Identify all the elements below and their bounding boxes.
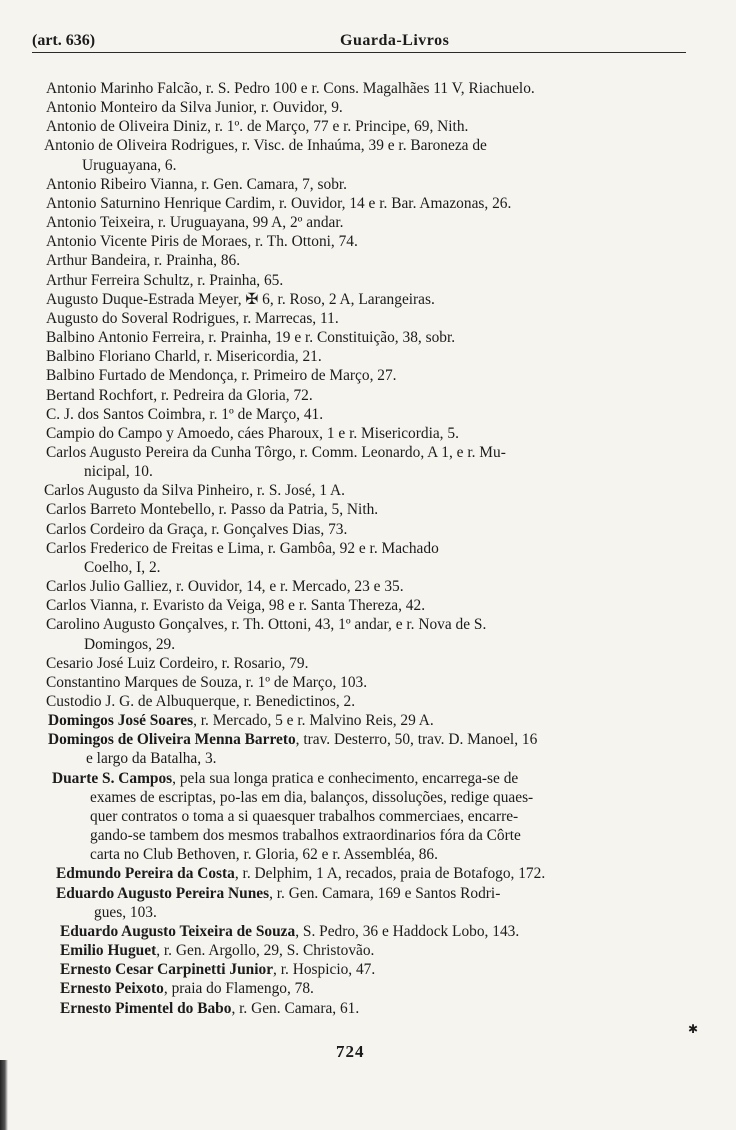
entry-continuation: quer contratos o toma a si quaesquer trabalhos commerciaes, encarre- xyxy=(90,807,519,825)
entry-continuation: carta no Club Bethoven, r. Gloria, 62 e r. Assembléa, 86. xyxy=(90,846,438,864)
entry-address: , r. Gonçalves Dias, 73. xyxy=(203,520,348,538)
directory-entry xyxy=(46,98,686,117)
entry-name: Cesario José Luiz Cordeiro xyxy=(46,654,214,672)
entry-address: , r. Th. Ottoni, 43, 1º andar, e r. Nova de S. xyxy=(223,616,487,634)
entry-address: , r. Uruguayana, 99 A, 2º andar. xyxy=(150,214,344,232)
directory-entries xyxy=(46,79,686,1018)
directory-entry xyxy=(46,405,686,424)
directory-entry xyxy=(46,443,686,481)
entry-name: Bertand Rochfort xyxy=(46,386,154,404)
entry-name: Carlos Frederico de Freitas e Lima xyxy=(46,539,261,557)
entry-address: , r. Ouvidor, 9. xyxy=(253,99,343,117)
entry-address: , r. S. José, 1 A. xyxy=(249,482,345,500)
entry-continuation: gues, 103. xyxy=(94,903,157,921)
directory-entry xyxy=(56,884,686,922)
entry-address: , r. Prainha, 65. xyxy=(189,271,284,289)
entry-name: Domingos José Soares xyxy=(48,712,194,730)
entry-name: Augusto do Soveral Rodrigues xyxy=(46,309,236,327)
entry-name: Eduardo Augusto Teixeira de Souza xyxy=(60,922,296,940)
directory-entry xyxy=(56,864,686,883)
page-number: 724 xyxy=(336,1042,365,1061)
directory-entry xyxy=(46,500,686,519)
entry-continuation: nicipal, 10. xyxy=(84,463,153,481)
entry-continuation: Coelho, I, 2. xyxy=(84,558,161,576)
directory-entry xyxy=(46,539,686,577)
entry-name: Augusto Duque-Estrada Meyer xyxy=(46,290,238,308)
entry-name: Emilio Huguet xyxy=(60,942,157,960)
entry-address: , r. Marrecas, 11. xyxy=(235,309,339,327)
entry-name: Arthur Bandeira xyxy=(46,252,147,270)
directory-entry xyxy=(52,769,686,865)
entry-name: Antonio de Oliveira Diniz xyxy=(46,118,208,136)
entry-name: Campio do Campo y Amoedo xyxy=(46,424,230,442)
directory-entry xyxy=(46,347,686,366)
entry-address: , pela sua longa pratica e conhecimento, encarrega-se de xyxy=(172,769,519,787)
entry-address: , r. Prainha, 86. xyxy=(146,252,241,270)
entry-name: Balbino Antonio Ferreira xyxy=(46,329,201,347)
entry-name: Antonio Marinho Falcão xyxy=(46,80,199,97)
entry-address: , r. Gen. Camara, 169 e Santos Rodri- xyxy=(269,884,501,902)
entry-address: , r. Ouvidor, 14 e r. Bar. Amazonas, 26. xyxy=(271,194,512,212)
directory-entry xyxy=(46,213,686,232)
entry-name: Ernesto Cesar Carpinetti Junior xyxy=(60,961,274,979)
entry-name: Eduardo Augusto Pereira Nunes xyxy=(56,884,270,902)
directory-entry xyxy=(46,271,686,290)
directory-entry xyxy=(46,117,686,136)
entry-address: , r. Passo da Patria, 5, Nith. xyxy=(210,501,379,519)
entry-address: , r. Visc. de Inhaúma, 39 e r. Baroneza de xyxy=(234,137,487,155)
entry-name: Carlos Augusto da Silva Pinheiro xyxy=(44,482,250,500)
entry-name: Custodio J. G. de Albuquerque xyxy=(46,693,236,710)
entry-address: , r. Delphim, 1 A, recados, praia de Botafogo, 172. xyxy=(234,865,546,883)
directory-entry xyxy=(46,175,686,194)
entry-name: Carlos Vianna xyxy=(46,597,134,615)
entry-address: , r. Gen. Argollo, 29, S. Christovão. xyxy=(156,942,375,960)
entry-address: , r. 1º de Março, 41. xyxy=(201,405,324,423)
entry-address: , r. Gambôa, 92 e r. Machado xyxy=(260,539,439,557)
article-reference: (art. 636) xyxy=(32,32,96,49)
running-header xyxy=(32,30,686,53)
entry-name: Ernesto Pimentel do Babo xyxy=(60,999,232,1017)
asterisk-mark: ✱ xyxy=(688,1022,699,1036)
directory-entry xyxy=(48,730,686,768)
directory-entry xyxy=(46,79,686,98)
directory-entry xyxy=(46,251,686,270)
entry-address: , r. Prainha, 19 e r. Constituição, 38, sobr. xyxy=(200,329,456,347)
entry-name: Balbino Furtado de Mendonça xyxy=(46,367,234,385)
entry-address: , r. Pedreira da Gloria, 72. xyxy=(153,386,313,404)
entry-address: , r. 1º de Março, 103. xyxy=(237,673,368,691)
entry-name: Constantino Marques de Souza xyxy=(46,673,238,691)
directory-entry xyxy=(46,692,686,711)
directory-entry xyxy=(46,577,686,596)
directory-entry xyxy=(46,596,686,615)
directory-entry xyxy=(46,654,686,673)
entry-address: , r. Mercado, 5 e r. Malvino Reis, 29 A. xyxy=(193,712,434,730)
entry-name: Carolino Augusto Gonçalves xyxy=(46,616,224,634)
entry-name: Balbino Floriano Charld xyxy=(46,348,197,366)
entry-name: Antonio Teixeira xyxy=(46,214,151,232)
entry-name: Ernesto Peixoto xyxy=(60,980,164,998)
entry-address: , r. Th. Ottoni, 74. xyxy=(247,233,358,251)
directory-entry xyxy=(46,673,686,692)
directory-entry xyxy=(44,481,686,500)
entry-continuation: Domingos, 29. xyxy=(84,635,176,653)
entry-name: Domingos de Oliveira Menna Barreto xyxy=(48,731,296,749)
directory-entry xyxy=(46,309,686,328)
directory-entry xyxy=(46,424,686,443)
directory-entry xyxy=(60,941,686,960)
directory-entry xyxy=(46,194,686,213)
directory-entry xyxy=(46,615,686,653)
entry-address: , praia do Flamengo, 78. xyxy=(163,980,314,998)
entry-address: , r. Comm. Leonardo, A 1, e r. Mu- xyxy=(292,443,506,461)
entry-name: Carlos Cordeiro da Graça xyxy=(46,520,204,538)
entry-name: Antonio de Oliveira Rodrigues xyxy=(44,137,235,155)
entry-name: Antonio Monteiro da Silva Junior xyxy=(46,99,254,117)
entry-continuation: Uruguayana, 6. xyxy=(82,156,177,174)
entry-address: , r. Rosario, 79. xyxy=(213,654,309,672)
entry-address: , r. Gen. Camara, 7, sobr. xyxy=(193,175,348,193)
entry-name: Arthur Ferreira Schultz xyxy=(46,271,190,289)
entry-address: , r. S. Pedro 100 e r. Cons. Magalhães 11 V, Riachuelo. xyxy=(198,80,535,97)
directory-entry xyxy=(48,711,686,730)
directory-entry xyxy=(44,136,686,174)
entry-address: , r. Evaristo da Veiga, 98 e r. Santa Thereza, 42. xyxy=(133,597,426,615)
entry-address: , r. Ouvidor, 14, e r. Mercado, 23 e 35. xyxy=(168,578,404,596)
entry-name: Antonio Saturnino Henrique Cardim xyxy=(46,194,272,212)
entry-continuation: e largo da Batalha, 3. xyxy=(86,750,217,768)
directory-entry xyxy=(46,366,686,385)
entry-address: , trav. Desterro, 50, trav. D. Manoel, 16 xyxy=(295,731,538,749)
entry-name: Edmundo Pereira da Costa xyxy=(56,865,235,883)
entry-address: , r. Gen. Camara, 61. xyxy=(231,999,360,1017)
entry-address: , r. Misericordia, 21. xyxy=(196,348,322,366)
entry-name: C. J. dos Santos Coimbra xyxy=(46,405,202,423)
entry-name: Carlos Augusto Pereira da Cunha Tôrgo xyxy=(46,443,293,461)
entry-address: , S. Pedro, 36 e Haddock Lobo, 143. xyxy=(295,922,520,940)
entry-name: Duarte S. Campos xyxy=(52,769,173,787)
directory-entry xyxy=(60,999,686,1018)
directory-entry xyxy=(46,520,686,539)
entry-name: Carlos Julio Galliez xyxy=(46,578,169,596)
entry-address: , ✠ 6, r. Roso, 2 A, Larangeiras. xyxy=(237,290,435,308)
entry-address: , r. Hospicio, 47. xyxy=(273,961,376,979)
section-title: Guarda-Livros xyxy=(340,32,450,49)
entry-continuation: exames de escriptas, po-las em dia, balanços, dissoluções, redige quaes- xyxy=(90,788,534,806)
directory-entry xyxy=(46,328,686,347)
entry-name: Antonio Ribeiro Vianna xyxy=(46,175,194,193)
directory-entry xyxy=(46,386,686,405)
directory-entry xyxy=(60,979,686,998)
directory-entry xyxy=(46,290,686,309)
directory-entry xyxy=(60,922,686,941)
entry-address: , cáes Pharoux, 1 e r. Misericordia, 5. xyxy=(229,424,459,442)
entry-address: , r. Benedictinos, 2. xyxy=(235,693,356,710)
entry-name: Antonio Vicente Piris de Moraes xyxy=(46,233,248,251)
entry-address: , r. Primeiro de Março, 27. xyxy=(233,367,397,385)
entry-continuation: gando-se tambem dos mesmos trabalhos extraordinarios fóra da Côrte xyxy=(90,827,521,845)
entry-address: , r. 1º. de Março, 77 e r. Principe, 69, Nith. xyxy=(207,118,469,136)
directory-entry xyxy=(46,232,686,251)
directory-entry xyxy=(60,960,686,979)
entry-name: Carlos Barreto Montebello xyxy=(46,501,211,519)
binding-shadow xyxy=(0,1060,8,1130)
